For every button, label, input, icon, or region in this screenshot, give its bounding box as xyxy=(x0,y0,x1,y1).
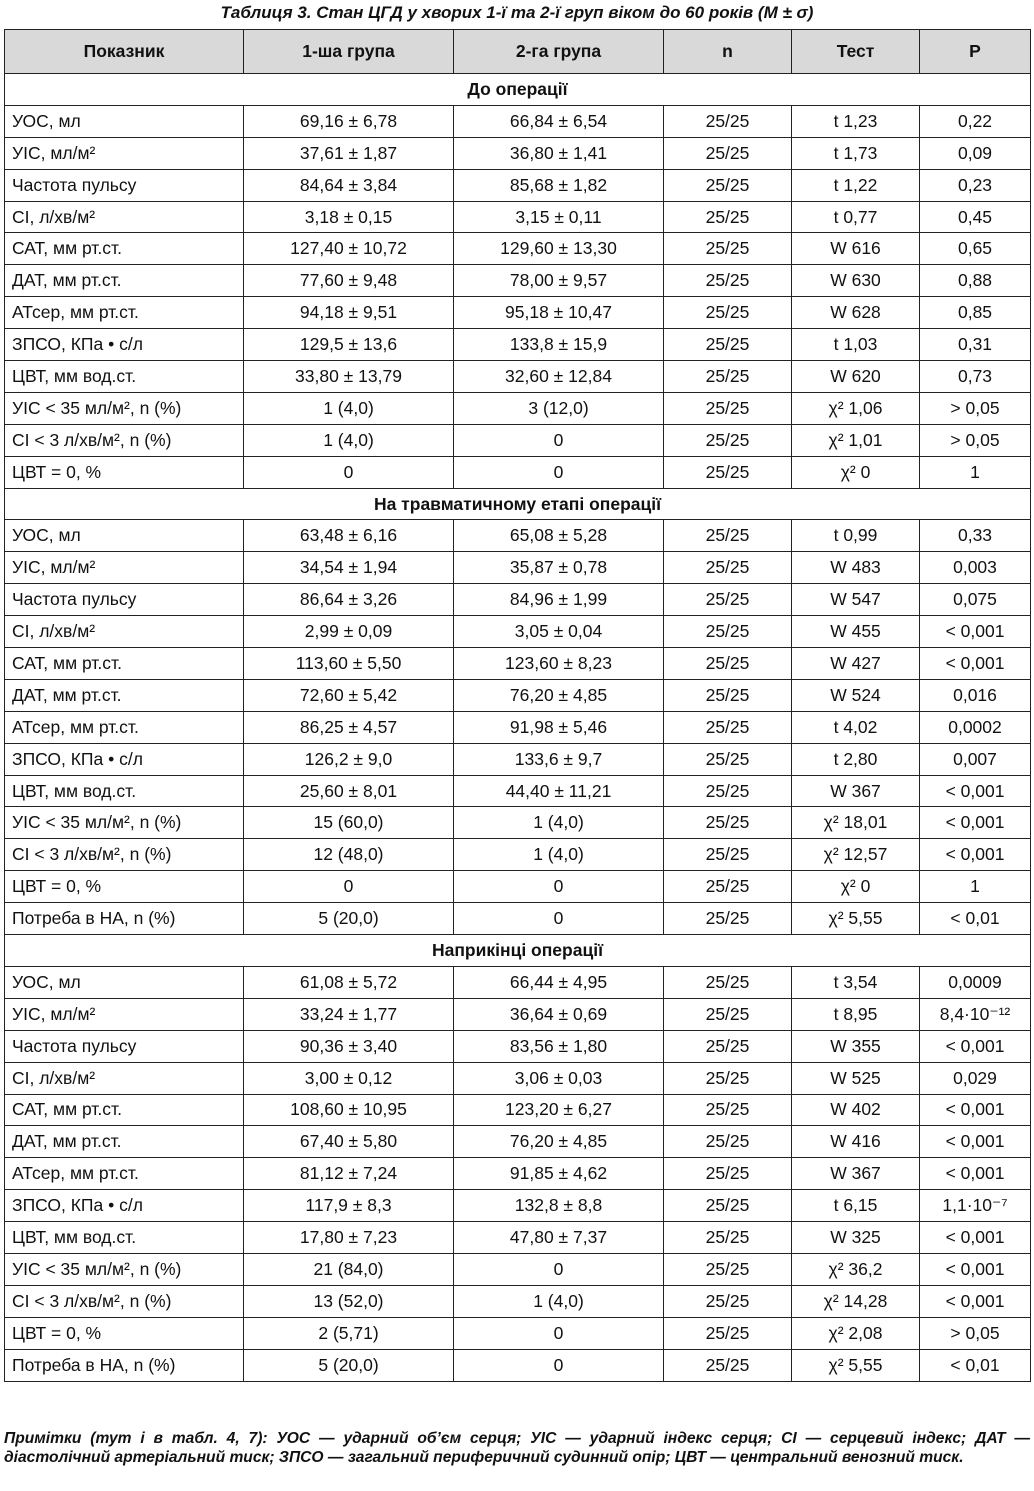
group-1-cell: 5 (20,0) xyxy=(244,903,454,935)
table-row xyxy=(5,807,1031,839)
group-1-cell: 69,16 ± 6,78 xyxy=(244,105,454,137)
test-cell: χ² 12,57 xyxy=(792,839,920,871)
indicator-cell: СІ, л/хв/м² xyxy=(5,1062,244,1094)
p-cell: > 0,05 xyxy=(920,1317,1031,1349)
indicator-cell: ДАТ, мм рт.ст. xyxy=(5,679,244,711)
group-1-cell: 12 (48,0) xyxy=(244,839,454,871)
group-1-cell: 3,00 ± 0,12 xyxy=(244,1062,454,1094)
group-2-cell: 84,96 ± 1,99 xyxy=(454,584,664,616)
n-cell: 25/25 xyxy=(664,584,792,616)
n-cell: 25/25 xyxy=(664,1190,792,1222)
test-cell: t 6,15 xyxy=(792,1190,920,1222)
column-header-group-2: 2-га група xyxy=(454,30,664,74)
table-row xyxy=(5,265,1031,297)
p-cell: < 0,001 xyxy=(920,1253,1031,1285)
table-row xyxy=(5,1317,1031,1349)
test-cell: χ² 18,01 xyxy=(792,807,920,839)
indicator-cell: СІ, л/хв/м² xyxy=(5,616,244,648)
table-row xyxy=(5,424,1031,456)
group-1-cell: 63,48 ± 6,16 xyxy=(244,520,454,552)
p-cell: < 0,01 xyxy=(920,903,1031,935)
test-cell: χ² 1,01 xyxy=(792,424,920,456)
group-2-cell: 123,20 ± 6,27 xyxy=(454,1094,664,1126)
n-cell: 25/25 xyxy=(664,361,792,393)
p-cell: > 0,05 xyxy=(920,424,1031,456)
table-row xyxy=(5,1094,1031,1126)
n-cell: 25/25 xyxy=(664,265,792,297)
group-1-cell: 108,60 ± 10,95 xyxy=(244,1094,454,1126)
p-cell: 1 xyxy=(920,871,1031,903)
test-cell: t 1,23 xyxy=(792,105,920,137)
p-cell: 0,09 xyxy=(920,137,1031,169)
table-row xyxy=(5,552,1031,584)
column-header-group-1: 1-ша група xyxy=(244,30,454,74)
n-cell: 25/25 xyxy=(664,105,792,137)
group-1-cell: 15 (60,0) xyxy=(244,807,454,839)
table-notes: Примітки (тут і в табл. 4, 7): УОС — ударний об’єм серця; УІС — ударний індекс серця; СІ — серцевий індекс; ДАТ — діастолічний артеріальний тиск; ЗПСО — загальний периферичний судинний опір; ЦВТ — центральний венозний тиск. xyxy=(4,1430,1030,1466)
group-2-cell: 0 xyxy=(454,871,664,903)
group-1-cell: 17,80 ± 7,23 xyxy=(244,1222,454,1254)
group-1-cell: 25,60 ± 8,01 xyxy=(244,775,454,807)
n-cell: 25/25 xyxy=(664,552,792,584)
group-1-cell: 1 (4,0) xyxy=(244,392,454,424)
group-2-cell: 123,60 ± 8,23 xyxy=(454,648,664,680)
table-row xyxy=(5,329,1031,361)
indicator-cell: ЗПСО, КПа • с/л xyxy=(5,329,244,361)
test-cell: t 4,02 xyxy=(792,711,920,743)
group-2-cell: 44,40 ± 11,21 xyxy=(454,775,664,807)
n-cell: 25/25 xyxy=(664,233,792,265)
n-cell: 25/25 xyxy=(664,1158,792,1190)
n-cell: 25/25 xyxy=(664,329,792,361)
test-cell: W 525 xyxy=(792,1062,920,1094)
indicator-cell: УІС < 35 мл/м², n (%) xyxy=(5,1253,244,1285)
n-cell: 25/25 xyxy=(664,743,792,775)
group-2-cell: 65,08 ± 5,28 xyxy=(454,520,664,552)
p-cell: 1 xyxy=(920,456,1031,488)
group-1-cell: 2,99 ± 0,09 xyxy=(244,616,454,648)
table-row xyxy=(5,233,1031,265)
group-1-cell: 3,18 ± 0,15 xyxy=(244,201,454,233)
group-2-cell: 0 xyxy=(454,903,664,935)
test-cell: W 455 xyxy=(792,616,920,648)
table-row xyxy=(5,297,1031,329)
section-row xyxy=(5,74,1031,106)
n-cell: 25/25 xyxy=(664,966,792,998)
p-cell: < 0,001 xyxy=(920,1158,1031,1190)
test-cell: t 3,54 xyxy=(792,966,920,998)
group-2-cell: 91,85 ± 4,62 xyxy=(454,1158,664,1190)
indicator-cell: АТсер, мм рт.ст. xyxy=(5,711,244,743)
test-cell: t 8,95 xyxy=(792,998,920,1030)
table-row xyxy=(5,1285,1031,1317)
indicator-cell: СІ < 3 л/хв/м², n (%) xyxy=(5,839,244,871)
table-row xyxy=(5,1126,1031,1158)
p-cell: 0,33 xyxy=(920,520,1031,552)
indicator-cell: Частота пульсу xyxy=(5,169,244,201)
group-1-cell: 127,40 ± 10,72 xyxy=(244,233,454,265)
p-cell: < 0,001 xyxy=(920,775,1031,807)
p-cell: < 0,001 xyxy=(920,1285,1031,1317)
indicator-cell: САТ, мм рт.ст. xyxy=(5,648,244,680)
p-cell: < 0,001 xyxy=(920,616,1031,648)
n-cell: 25/25 xyxy=(664,169,792,201)
p-cell: 8,4·10⁻¹² xyxy=(920,998,1031,1030)
group-1-cell: 67,40 ± 5,80 xyxy=(244,1126,454,1158)
group-2-cell: 66,84 ± 6,54 xyxy=(454,105,664,137)
p-cell: 0,22 xyxy=(920,105,1031,137)
p-cell: < 0,001 xyxy=(920,648,1031,680)
test-cell: W 355 xyxy=(792,1030,920,1062)
section-title: Наприкінці операції xyxy=(5,935,1031,967)
n-cell: 25/25 xyxy=(664,1349,792,1381)
test-cell: t 0,77 xyxy=(792,201,920,233)
n-cell: 25/25 xyxy=(664,1062,792,1094)
test-cell: χ² 5,55 xyxy=(792,903,920,935)
test-cell: t 1,73 xyxy=(792,137,920,169)
group-1-cell: 37,61 ± 1,87 xyxy=(244,137,454,169)
group-1-cell: 21 (84,0) xyxy=(244,1253,454,1285)
indicator-cell: УОС, мл xyxy=(5,966,244,998)
table-row xyxy=(5,1253,1031,1285)
test-cell: W 367 xyxy=(792,1158,920,1190)
table-row xyxy=(5,903,1031,935)
indicator-cell: САТ, мм рт.ст. xyxy=(5,1094,244,1126)
p-cell: < 0,001 xyxy=(920,1126,1031,1158)
test-cell: W 402 xyxy=(792,1094,920,1126)
group-2-cell: 0 xyxy=(454,456,664,488)
indicator-cell: УІС, мл/м² xyxy=(5,137,244,169)
table-row xyxy=(5,616,1031,648)
group-2-cell: 3,06 ± 0,03 xyxy=(454,1062,664,1094)
p-cell: 1,1·10⁻⁷ xyxy=(920,1190,1031,1222)
group-2-cell: 32,60 ± 12,84 xyxy=(454,361,664,393)
n-cell: 25/25 xyxy=(664,1094,792,1126)
p-cell: 0,0009 xyxy=(920,966,1031,998)
group-2-cell: 66,44 ± 4,95 xyxy=(454,966,664,998)
group-2-cell: 85,68 ± 1,82 xyxy=(454,169,664,201)
p-cell: > 0,05 xyxy=(920,392,1031,424)
p-cell: 0,31 xyxy=(920,329,1031,361)
n-cell: 25/25 xyxy=(664,297,792,329)
indicator-cell: ЦВТ, мм вод.ст. xyxy=(5,1222,244,1254)
table-row xyxy=(5,584,1031,616)
test-cell: W 416 xyxy=(792,1126,920,1158)
p-cell: 0,0002 xyxy=(920,711,1031,743)
indicator-cell: Потреба в НА, n (%) xyxy=(5,903,244,935)
test-cell: W 483 xyxy=(792,552,920,584)
section-title: До операції xyxy=(5,74,1031,106)
group-1-cell: 126,2 ± 9,0 xyxy=(244,743,454,775)
group-2-cell: 83,56 ± 1,80 xyxy=(454,1030,664,1062)
indicator-cell: УІС, мл/м² xyxy=(5,998,244,1030)
n-cell: 25/25 xyxy=(664,998,792,1030)
group-2-cell: 1 (4,0) xyxy=(454,807,664,839)
column-header-test: Тест xyxy=(792,30,920,74)
test-cell: W 427 xyxy=(792,648,920,680)
table-row xyxy=(5,839,1031,871)
table-row xyxy=(5,392,1031,424)
test-cell: W 524 xyxy=(792,679,920,711)
group-1-cell: 1 (4,0) xyxy=(244,424,454,456)
indicator-cell: ЦВТ, мм вод.ст. xyxy=(5,361,244,393)
group-1-cell: 77,60 ± 9,48 xyxy=(244,265,454,297)
group-2-cell: 91,98 ± 5,46 xyxy=(454,711,664,743)
indicator-cell: УІС < 35 мл/м², n (%) xyxy=(5,807,244,839)
p-cell: 0,003 xyxy=(920,552,1031,584)
indicator-cell: УІС, мл/м² xyxy=(5,552,244,584)
section-row xyxy=(5,488,1031,520)
group-1-cell: 33,80 ± 13,79 xyxy=(244,361,454,393)
indicator-cell: УІС < 35 мл/м², n (%) xyxy=(5,392,244,424)
column-header-n: n xyxy=(664,30,792,74)
table-row xyxy=(5,871,1031,903)
table-row xyxy=(5,679,1031,711)
n-cell: 25/25 xyxy=(664,456,792,488)
n-cell: 25/25 xyxy=(664,711,792,743)
n-cell: 25/25 xyxy=(664,616,792,648)
table-row xyxy=(5,1030,1031,1062)
table-header xyxy=(5,30,1031,74)
table-row xyxy=(5,1062,1031,1094)
group-2-cell: 95,18 ± 10,47 xyxy=(454,297,664,329)
group-1-cell: 0 xyxy=(244,871,454,903)
table-row xyxy=(5,648,1031,680)
table-row xyxy=(5,1190,1031,1222)
indicator-cell: САТ, мм рт.ст. xyxy=(5,233,244,265)
test-cell: χ² 14,28 xyxy=(792,1285,920,1317)
p-cell: < 0,001 xyxy=(920,1222,1031,1254)
p-cell: < 0,01 xyxy=(920,1349,1031,1381)
test-cell: χ² 0 xyxy=(792,871,920,903)
indicator-cell: ДАТ, мм рт.ст. xyxy=(5,265,244,297)
test-cell: χ² 36,2 xyxy=(792,1253,920,1285)
table-row xyxy=(5,1158,1031,1190)
table-body xyxy=(5,74,1031,1382)
test-cell: χ² 0 xyxy=(792,456,920,488)
group-1-cell: 34,54 ± 1,94 xyxy=(244,552,454,584)
table-row xyxy=(5,998,1031,1030)
group-2-cell: 47,80 ± 7,37 xyxy=(454,1222,664,1254)
test-cell: W 547 xyxy=(792,584,920,616)
n-cell: 25/25 xyxy=(664,903,792,935)
indicator-cell: ЦВТ = 0, % xyxy=(5,871,244,903)
section-title: На травматичному етапі операції xyxy=(5,488,1031,520)
test-cell: t 1,03 xyxy=(792,329,920,361)
test-cell: W 628 xyxy=(792,297,920,329)
group-2-cell: 76,20 ± 4,85 xyxy=(454,679,664,711)
indicator-cell: Частота пульсу xyxy=(5,584,244,616)
table-row xyxy=(5,775,1031,807)
table-row xyxy=(5,520,1031,552)
group-2-cell: 36,80 ± 1,41 xyxy=(454,137,664,169)
indicator-cell: Потреба в НА, n (%) xyxy=(5,1349,244,1381)
group-2-cell: 36,64 ± 0,69 xyxy=(454,998,664,1030)
indicator-cell: ДАТ, мм рт.ст. xyxy=(5,1126,244,1158)
table-row xyxy=(5,1222,1031,1254)
group-2-cell: 0 xyxy=(454,424,664,456)
p-cell: < 0,001 xyxy=(920,807,1031,839)
p-cell: < 0,001 xyxy=(920,1094,1031,1126)
group-1-cell: 84,64 ± 3,84 xyxy=(244,169,454,201)
n-cell: 25/25 xyxy=(664,424,792,456)
indicator-cell: УОС, мл xyxy=(5,520,244,552)
indicator-cell: ЗПСО, КПа • с/л xyxy=(5,1190,244,1222)
table-row xyxy=(5,456,1031,488)
n-cell: 25/25 xyxy=(664,775,792,807)
indicator-cell: СІ < 3 л/хв/м², n (%) xyxy=(5,1285,244,1317)
n-cell: 25/25 xyxy=(664,392,792,424)
section-row xyxy=(5,935,1031,967)
group-2-cell: 0 xyxy=(454,1349,664,1381)
group-1-cell: 94,18 ± 9,51 xyxy=(244,297,454,329)
group-2-cell: 0 xyxy=(454,1317,664,1349)
n-cell: 25/25 xyxy=(664,807,792,839)
indicator-cell: УОС, мл xyxy=(5,105,244,137)
table-row xyxy=(5,169,1031,201)
indicator-cell: Частота пульсу xyxy=(5,1030,244,1062)
test-cell: W 630 xyxy=(792,265,920,297)
data-table xyxy=(4,29,1031,1382)
n-cell: 25/25 xyxy=(664,520,792,552)
group-2-cell: 76,20 ± 4,85 xyxy=(454,1126,664,1158)
table-row xyxy=(5,137,1031,169)
p-cell: 0,65 xyxy=(920,233,1031,265)
group-2-cell: 129,60 ± 13,30 xyxy=(454,233,664,265)
group-1-cell: 81,12 ± 7,24 xyxy=(244,1158,454,1190)
test-cell: χ² 5,55 xyxy=(792,1349,920,1381)
p-cell: 0,73 xyxy=(920,361,1031,393)
p-cell: 0,88 xyxy=(920,265,1031,297)
p-cell: 0,45 xyxy=(920,201,1031,233)
p-cell: 0,23 xyxy=(920,169,1031,201)
group-2-cell: 1 (4,0) xyxy=(454,839,664,871)
table-row xyxy=(5,1349,1031,1381)
n-cell: 25/25 xyxy=(664,137,792,169)
test-cell: t 1,22 xyxy=(792,169,920,201)
n-cell: 25/25 xyxy=(664,679,792,711)
indicator-cell: СІ, л/хв/м² xyxy=(5,201,244,233)
p-cell: 0,007 xyxy=(920,743,1031,775)
group-2-cell: 3,05 ± 0,04 xyxy=(454,616,664,648)
group-1-cell: 2 (5,71) xyxy=(244,1317,454,1349)
table-row xyxy=(5,201,1031,233)
test-cell: t 2,80 xyxy=(792,743,920,775)
n-cell: 25/25 xyxy=(664,648,792,680)
table-row xyxy=(5,711,1031,743)
group-2-cell: 3,15 ± 0,11 xyxy=(454,201,664,233)
column-header-p: P xyxy=(920,30,1031,74)
table-row xyxy=(5,361,1031,393)
n-cell: 25/25 xyxy=(664,1222,792,1254)
test-cell: χ² 2,08 xyxy=(792,1317,920,1349)
n-cell: 25/25 xyxy=(664,1285,792,1317)
test-cell: W 616 xyxy=(792,233,920,265)
indicator-cell: ЦВТ = 0, % xyxy=(5,456,244,488)
group-2-cell: 1 (4,0) xyxy=(454,1285,664,1317)
group-2-cell: 35,87 ± 0,78 xyxy=(454,552,664,584)
group-1-cell: 5 (20,0) xyxy=(244,1349,454,1381)
n-cell: 25/25 xyxy=(664,871,792,903)
test-cell: W 620 xyxy=(792,361,920,393)
group-1-cell: 0 xyxy=(244,456,454,488)
p-cell: 0,075 xyxy=(920,584,1031,616)
group-2-cell: 0 xyxy=(454,1253,664,1285)
p-cell: 0,016 xyxy=(920,679,1031,711)
group-1-cell: 90,36 ± 3,40 xyxy=(244,1030,454,1062)
test-cell: t 0,99 xyxy=(792,520,920,552)
p-cell: 0,85 xyxy=(920,297,1031,329)
n-cell: 25/25 xyxy=(664,1126,792,1158)
group-1-cell: 113,60 ± 5,50 xyxy=(244,648,454,680)
group-1-cell: 129,5 ± 13,6 xyxy=(244,329,454,361)
group-1-cell: 86,64 ± 3,26 xyxy=(244,584,454,616)
group-1-cell: 72,60 ± 5,42 xyxy=(244,679,454,711)
n-cell: 25/25 xyxy=(664,1253,792,1285)
table-caption: Таблиця 3. Стан ЦГД у хворих 1-ї та 2-ї груп віком до 60 років (М ± σ) xyxy=(220,3,814,22)
test-cell: W 367 xyxy=(792,775,920,807)
group-2-cell: 3 (12,0) xyxy=(454,392,664,424)
p-cell: < 0,001 xyxy=(920,1030,1031,1062)
indicator-cell: ЦВТ, мм вод.ст. xyxy=(5,775,244,807)
table-row xyxy=(5,743,1031,775)
column-header-indicator: Показник xyxy=(5,30,244,74)
p-cell: < 0,001 xyxy=(920,839,1031,871)
n-cell: 25/25 xyxy=(664,201,792,233)
group-2-cell: 133,8 ± 15,9 xyxy=(454,329,664,361)
n-cell: 25/25 xyxy=(664,839,792,871)
group-2-cell: 133,6 ± 9,7 xyxy=(454,743,664,775)
n-cell: 25/25 xyxy=(664,1317,792,1349)
indicator-cell: АТсер, мм рт.ст. xyxy=(5,297,244,329)
group-2-cell: 78,00 ± 9,57 xyxy=(454,265,664,297)
group-1-cell: 61,08 ± 5,72 xyxy=(244,966,454,998)
group-1-cell: 33,24 ± 1,77 xyxy=(244,998,454,1030)
indicator-cell: ЦВТ = 0, % xyxy=(5,1317,244,1349)
indicator-cell: ЗПСО, КПа • с/л xyxy=(5,743,244,775)
group-1-cell: 13 (52,0) xyxy=(244,1285,454,1317)
indicator-cell: АТсер, мм рт.ст. xyxy=(5,1158,244,1190)
group-1-cell: 86,25 ± 4,57 xyxy=(244,711,454,743)
group-1-cell: 117,9 ± 8,3 xyxy=(244,1190,454,1222)
table-row xyxy=(5,966,1031,998)
test-cell: χ² 1,06 xyxy=(792,392,920,424)
n-cell: 25/25 xyxy=(664,1030,792,1062)
p-cell: 0,029 xyxy=(920,1062,1031,1094)
group-2-cell: 132,8 ± 8,8 xyxy=(454,1190,664,1222)
table-row xyxy=(5,105,1031,137)
indicator-cell: СІ < 3 л/хв/м², n (%) xyxy=(5,424,244,456)
test-cell: W 325 xyxy=(792,1222,920,1254)
